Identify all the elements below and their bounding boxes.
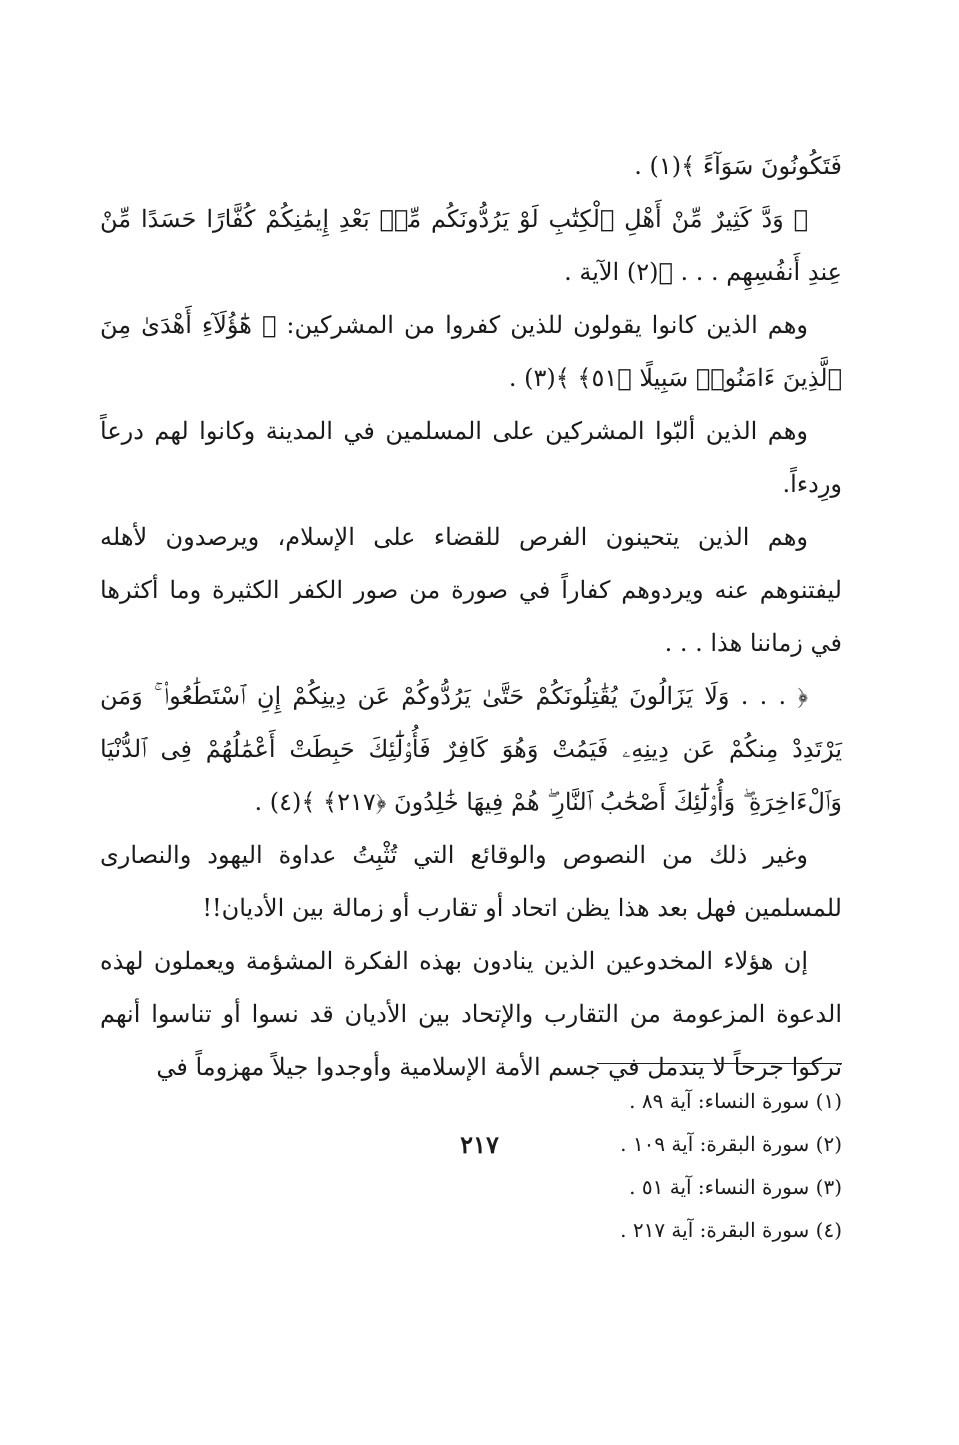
paragraph: فَتَكُونُونَ سَوَآءً ﴾(١) . (634, 152, 842, 180)
main-text (100, 140, 842, 1094)
paragraph: إن هؤلاء المخدوعين الذين ينادون بهذه الفكرة المشؤمة ويعملون لهذه الدعوة المزعومة من التقارب والإتحاد بين الأديان قد نسوا أو تناسوا أنهم تركوا جرحاً لا يندمل في جسم الأمة الإسلامية وأوجدوا جيلاً مهزوماً في (100, 947, 842, 1081)
footnotes-list (100, 1080, 842, 1252)
footnote: (١) سورة النساء: آية ٨٩ . (629, 1089, 842, 1113)
paragraph: وهم الذين ألبّوا المشركين على المسلمين في المدينة وكانوا لهم درعاً ورِدءاً. (100, 417, 842, 498)
footnote: (٢) سورة البقرة: آية ١٠٩ . (620, 1132, 842, 1156)
paragraph: وهم الذين كانوا يقولون للذين كفروا من المشركين: ﴿ هَٰٓؤُلَآءِ أَهْدَىٰ مِنَ ٱلَّذِينَ ءَامَنُوا۟ سَبِيلًا ﴿٥١﴾ ﴾(٣) . (100, 311, 842, 392)
footnote: (٤) سورة البقرة: آية ٢١٧ . (620, 1218, 842, 1242)
footnote: (٣) سورة النساء: آية ٥١ . (629, 1175, 842, 1199)
paragraph: وهم الذين يتحينون الفرص للقضاء على الإسلام، ويرصدون لأهله ليفتنوهم عنه ويردوهم كفاراً في صورة من صور الكفر الكثيرة وما أكثرها في زماننا هذا . . . (100, 523, 842, 657)
footnote-separator (597, 1063, 842, 1064)
book-page (100, 140, 842, 1440)
paragraph: ﴿ وَدَّ كَثِيرٌ مِّنْ أَهْلِ ٱلْكِتَٰبِ لَوْ يَرُدُّونَكُم مِّنۢ بَعْدِ إِيمَٰنِكُمْ كُفَّارًا حَسَدًا مِّنْ عِندِ أَنفُسِهِم . . . ﴾(٢) الآية . (100, 205, 842, 286)
paragraph: وغير ذلك من النصوص والوقائع التي تُثْبِتُ عداوة اليهود والنصارى للمسلمين فهل بعد هذا يظن اتحاد أو تقارب أو زمالة بين الأديان!! (100, 841, 842, 922)
page-number: ٢١٧ (460, 1130, 499, 1159)
paragraph: ﴿ . . . وَلَا يَزَالُونَ يُقَٰتِلُونَكُمْ حَتَّىٰ يَرُدُّوكُمْ عَن دِينِكُمْ إِنِ ٱسْتَطَٰعُوا۟ ۚ وَمَن يَرْتَدِدْ مِنكُمْ عَن دِينِهِۦ فَيَمُتْ وَهُوَ كَافِرٌ فَأُو۟لَٰٓئِكَ حَبِطَتْ أَعْمَٰلُهُمْ فِى ٱلدُّنْيَا وَٱلْءَاخِرَةِ ۖ وَأُو۟لَٰٓئِكَ أَصْحَٰبُ ٱلنَّارِ ۖ هُمْ فِيهَا خَٰلِدُونَ ﴿٢١٧﴾ ﴾(٤) . (100, 682, 842, 816)
